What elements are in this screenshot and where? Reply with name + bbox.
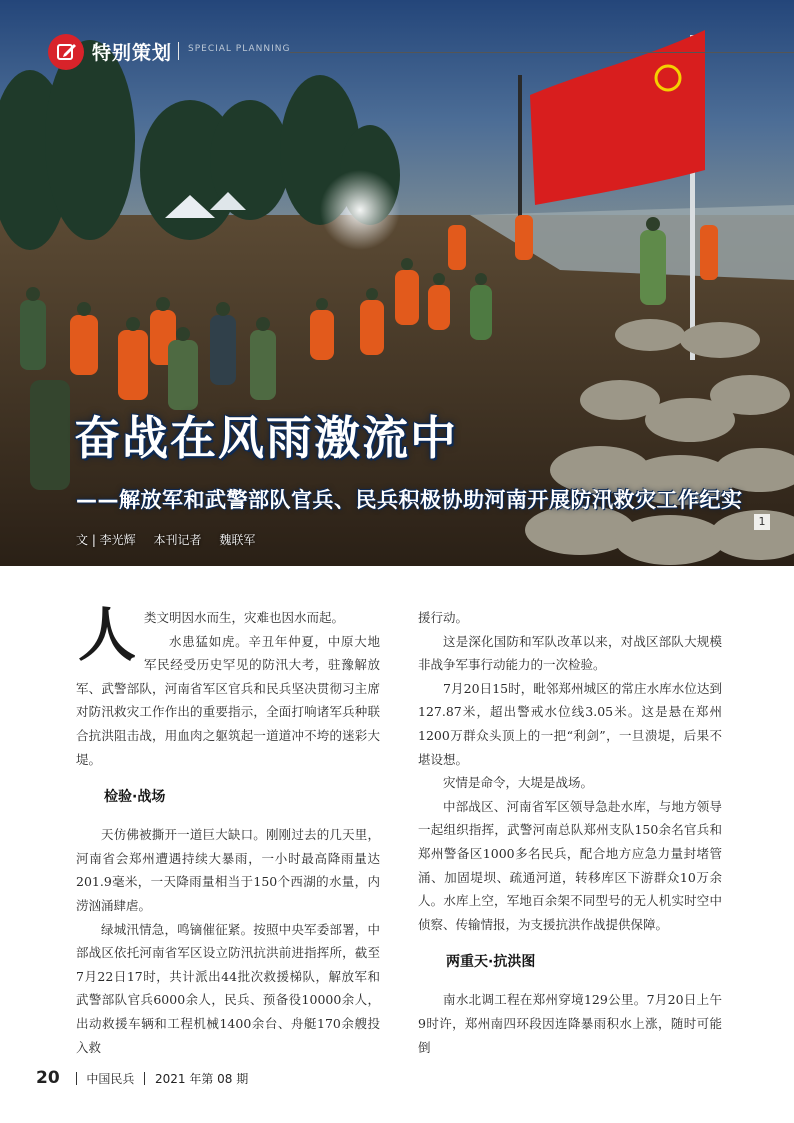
byline-role: 本刊记者 [153,533,202,547]
paragraph: 援行动。 [418,610,469,625]
paragraph: 这是深化国防和军队改革以来，对战区部队大规模非战争军事行动能力的一次检验。 [418,633,722,673]
section-label: 特别策划 [92,42,173,64]
paragraph: 南水北调工程在郑州穿境129公里。7月20日上午9时许，郑州南四环段因连降暴雨积水上涨，随时可能倒 [418,992,722,1055]
paragraph: 灾情是命令，大堤是战场。 [443,775,594,791]
drop-cap: 人 [78,601,137,669]
paragraph: 7月20日15时，毗邻郑州城区的常庄水库水位达到127.87米，超出警戒水位线3.05米。这是悬在郑州1200万群众头顶上的一把“利剑”，一旦溃堤，后果不堪设想。 [418,680,722,767]
footer-divider [144,1072,145,1085]
edit-icon [48,34,84,70]
byline [76,531,269,548]
paragraph: 水患猛如虎。辛丑年仲夏，中原大地军民经受历史罕见的防汛大考，驻豫解放军、武警部队，河南省军区官兵和民兵坚决贯彻习主席对防汛救灾工作作出的重要指示，全面打响诸军兵种联合抗洪阻击战，用血肉之躯筑起一道道冲不垮的迷彩大堤。 [76,633,380,767]
paragraph: 天仿佛被撕开一道巨大缺口。刚刚过去的几天里，河南省会郑州遭遇持续大暴雨，一小时最高降雨量达201.9毫米，一天降雨量相当于150个西湖的水量，内涝汹涌肆虐。 [76,827,380,913]
page-number: 20 [36,1068,60,1088]
byline-name: 魏联军 [219,533,256,547]
article-column-left [76,601,380,1059]
footer-divider [76,1072,77,1085]
section-separator [178,42,179,60]
section-heading: 两重天·抗洪图 [446,954,536,971]
photo-number: 1 [754,514,770,530]
header-rule [290,52,794,53]
page-footer [36,1068,248,1088]
article-subtitle: ——解放军和武警部队官兵、民兵积极协助河南开展防汛救灾工作纪实 [76,488,743,512]
paragraph: 绿城汛情急，鸣镝催征紧。按照中央军委部署，中部战区依托河南省军区设立防汛抗洪前进指挥所，截至7月22日17时，共计派出44批次救援梯队，解放军和武警部队官兵6000余人，民兵、预备役10000余人，出动救援车辆和工程机械1400余台、舟艇170余艘投入救 [76,921,380,1055]
magazine-name: 中国民兵 [86,1072,135,1086]
article-column-right [418,606,722,1059]
paragraph: 类文明因水而生，灾难也因水而起。 [144,610,345,625]
article-title: 奋战在风雨激流中 [74,411,458,465]
byline-author: 文 | 李光辉 [76,533,136,547]
issue-label: 2021 年第 08 期 [155,1072,249,1086]
paragraph: 中部战区、河南省军区领导急赴水库，与地方领导一起组织指挥，武警河南总队郑州支队150余名官兵和郑州警备区1000多名民兵，配合地方应急力量封堵管涌、加固堤坝、疏通河道，转移库区下游群众10万余人。水库上空，军地百余架不同型号的无人机实时空中侦察、传输情报，为支援抗洪作战提供保障。 [418,798,722,932]
section-heading: 检验·战场 [104,789,166,806]
section-sub-label: SPECIAL PLANNING [188,44,291,54]
